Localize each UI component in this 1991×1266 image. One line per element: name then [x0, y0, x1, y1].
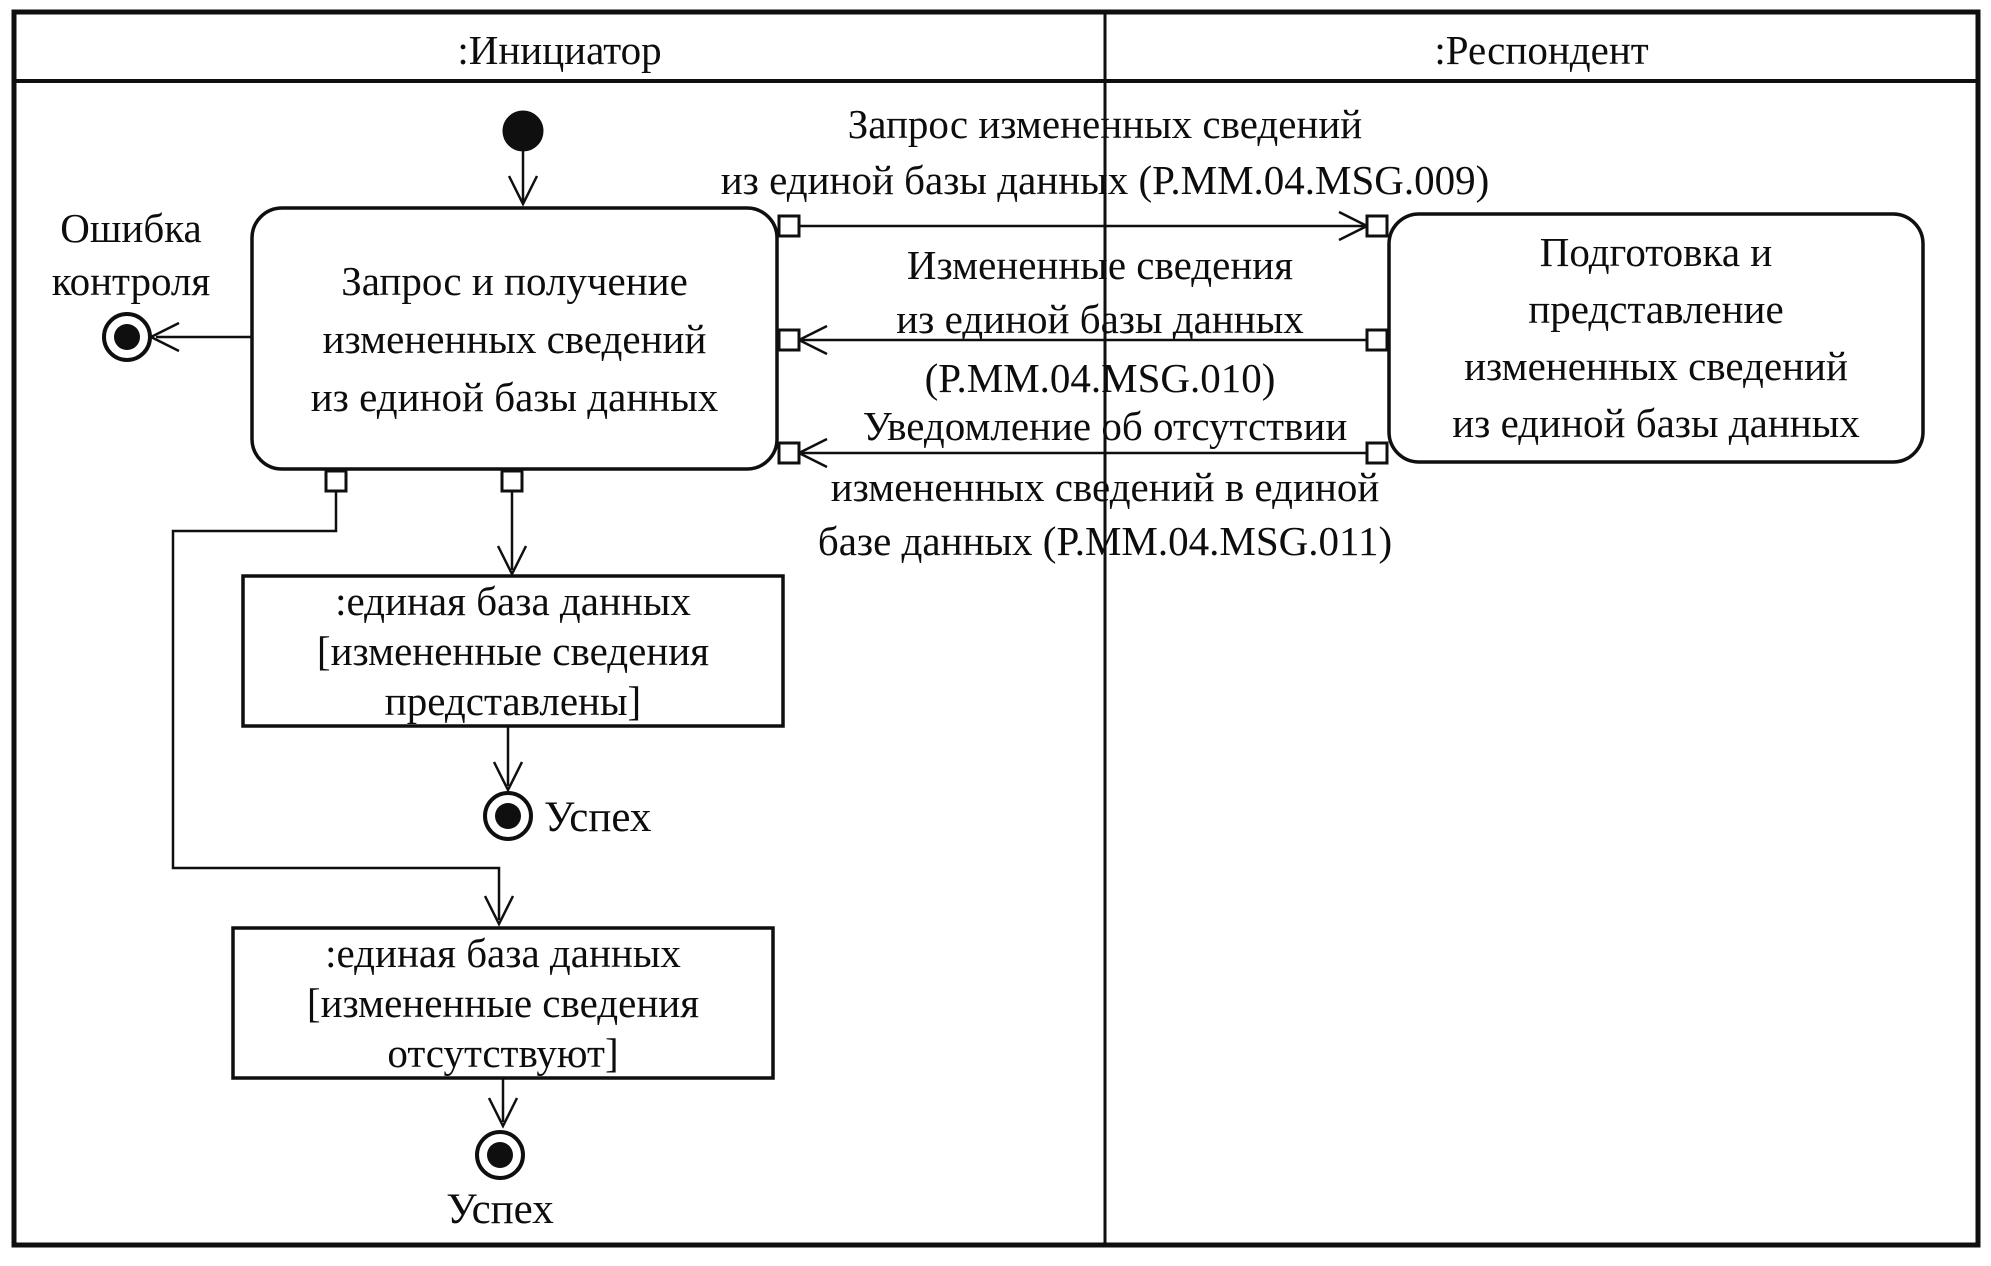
object2-line2: [измененные сведения	[306, 980, 700, 1026]
msg011-line3: базе данных (P.MM.04.MSG.011)	[817, 518, 1393, 564]
final-node-error-inner	[114, 324, 140, 350]
pin-respondent-in-msg009	[1367, 216, 1387, 236]
final-node-success2-inner	[487, 1142, 513, 1168]
message-msg011-label-bottom	[770, 460, 1440, 568]
msg010-line3: (P.MM.04.MSG.010)	[924, 355, 1276, 401]
lane-title-respondent: :Респондент	[1434, 27, 1649, 73]
object1-line1: :единая база данных	[335, 578, 691, 624]
msg011-line1: Уведомление об отсутствии	[862, 403, 1348, 449]
message-msg010-label-top	[800, 238, 1400, 346]
object1-line3: представлены]	[384, 678, 642, 724]
activity-initiator-label	[252, 208, 777, 469]
lane-title-initiator: :Инициатор	[457, 27, 662, 73]
pin-initiator-out-msg009	[779, 216, 799, 236]
msg009-line1: Запрос измененных сведений	[847, 101, 1363, 147]
msg011-line2: измененных сведений в единой	[830, 464, 1380, 510]
message-msg009-label	[690, 96, 1520, 208]
activity-initiator-line3: из единой базы данных	[310, 373, 719, 420]
pin-initiator-bottom-right	[502, 471, 522, 491]
msg010-line1: Измененные сведения	[906, 242, 1294, 288]
pin-initiator-in-msg010	[779, 330, 799, 350]
object-absent-label	[233, 928, 773, 1078]
activity-respondent-line3: измененных сведений	[1464, 343, 1848, 389]
object-represented-label	[243, 576, 783, 726]
initial-node	[503, 111, 543, 151]
error-final-label	[24, 202, 238, 308]
error-final-line1: Ошибка	[60, 205, 202, 251]
object2-line1: :единая база данных	[325, 930, 681, 976]
success1-label: Успех	[544, 794, 652, 841]
activity-respondent-line2: представление	[1528, 286, 1784, 332]
msg010-line2: из единой базы данных	[896, 296, 1304, 342]
activity-respondent-line1: Подготовка и	[1539, 229, 1773, 275]
activity-respondent-label	[1389, 214, 1923, 462]
activity-respondent-line4: из единой базы данных	[1452, 400, 1860, 446]
object1-line2: [измененные сведения	[316, 628, 710, 674]
object2-line3: отсутствуют]	[387, 1030, 619, 1076]
activity-initiator-line2: измененных сведений	[322, 315, 707, 362]
final-node-success1-inner	[495, 803, 521, 829]
pin-initiator-bottom-left	[326, 471, 346, 491]
success2-label: Успех	[446, 1186, 554, 1233]
message-msg010-label-bottom	[800, 352, 1400, 404]
error-final-line2: контроля	[51, 258, 211, 304]
activity-initiator-line1: Запрос и получение	[341, 257, 688, 304]
message-msg011-label-top	[805, 400, 1405, 452]
msg009-line2: из единой базы данных (P.MM.04.MSG.009)	[720, 157, 1490, 203]
